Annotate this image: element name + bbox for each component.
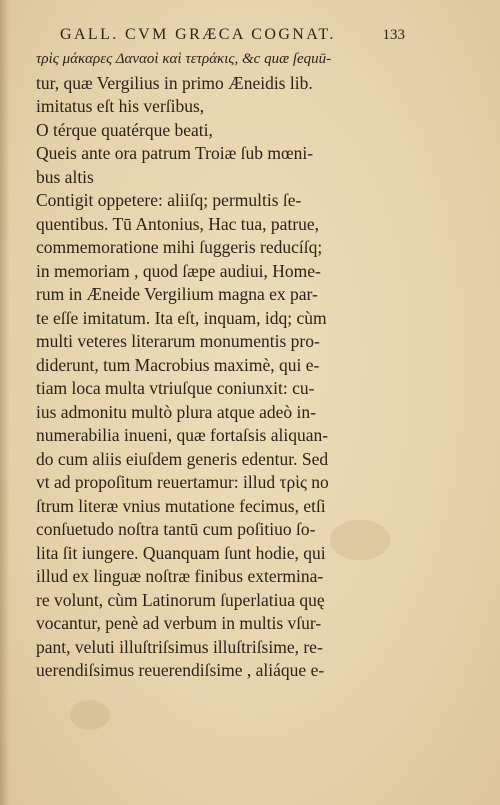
verse-line: O térque quatérque beati, <box>36 119 213 140</box>
text-line: commemoratione mihi ſuggeris reducíſq; <box>36 237 323 257</box>
text-line: ſtrum literæ vnius mutatione fecimus, etſi <box>36 495 326 516</box>
text-line: τρὶς μάκαρες Δαναοὶ καὶ τετράκις, &c quæ ſequū- <box>36 51 332 67</box>
text-line: conſuetudo noſtra tantū cum poſitiuo ſo- <box>36 519 316 539</box>
text-line: tur, quæ Vergilius in primo Æneidis lib. <box>36 72 313 93</box>
text-line: diderunt, tum Macrobius maximè, qui e- <box>36 354 320 375</box>
text-line: rum in Æneide Vergilium magna ex par- <box>36 284 318 304</box>
text-line: te eſſe imitatum. Ita eſt, inquam, idq; cùm <box>36 307 327 328</box>
text-line: numerabilia inueni, quæ fortaſsis aliquan- <box>36 425 329 445</box>
text-line: imitatus eſt his verſibus, <box>36 96 205 116</box>
text-line: quentibus. Tū Antonius, Hac tua, patrue, <box>36 213 320 234</box>
running-title: GALL. CVM GRÆCA COGNAT. <box>60 26 336 43</box>
page-number: 133 <box>382 27 405 43</box>
text-line: multi veteres literarum monumentis pro- <box>36 331 320 351</box>
text-line: illud ex linguæ noſtræ finibus extermina- <box>36 566 324 586</box>
verse-line: bus altis <box>36 166 94 187</box>
paper-stain <box>70 700 110 730</box>
text-line: in memoriam , quod ſæpe audiui, Home- <box>36 260 321 281</box>
body-text <box>36 48 406 683</box>
verse-line: Queis ante ora patrum Troiæ ſub mœni- <box>36 143 314 163</box>
text-line: vocantur, penè ad verbum in multis vſur- <box>36 613 322 633</box>
text-line: re volunt, cùm Latinorum ſuperlatiua quę <box>36 589 325 610</box>
text-line: ius admonitu multò plura atque adeò in- <box>36 401 316 422</box>
verse-line: Contigit oppetere: aliiſq; permultis ſe- <box>36 190 302 210</box>
text-line: pant, veluti illuſtriſsimus illuſtriſsime, re- <box>36 636 323 657</box>
text-line: do cum aliis eiuſdem generis edentur. Sed <box>36 448 329 469</box>
text-line: tiam loca multa vtriuſque coniunxit: cu- <box>36 378 315 398</box>
text-line: lita ſit iungere. Quanquam ſunt hodie, qui <box>36 542 326 563</box>
text-line: uerendiſsimus reuerendiſsime , aliáque e- <box>36 660 325 680</box>
running-head <box>60 24 405 46</box>
text-line: vt ad propoſitum reuertamur: illud τρὶς no <box>36 472 329 492</box>
